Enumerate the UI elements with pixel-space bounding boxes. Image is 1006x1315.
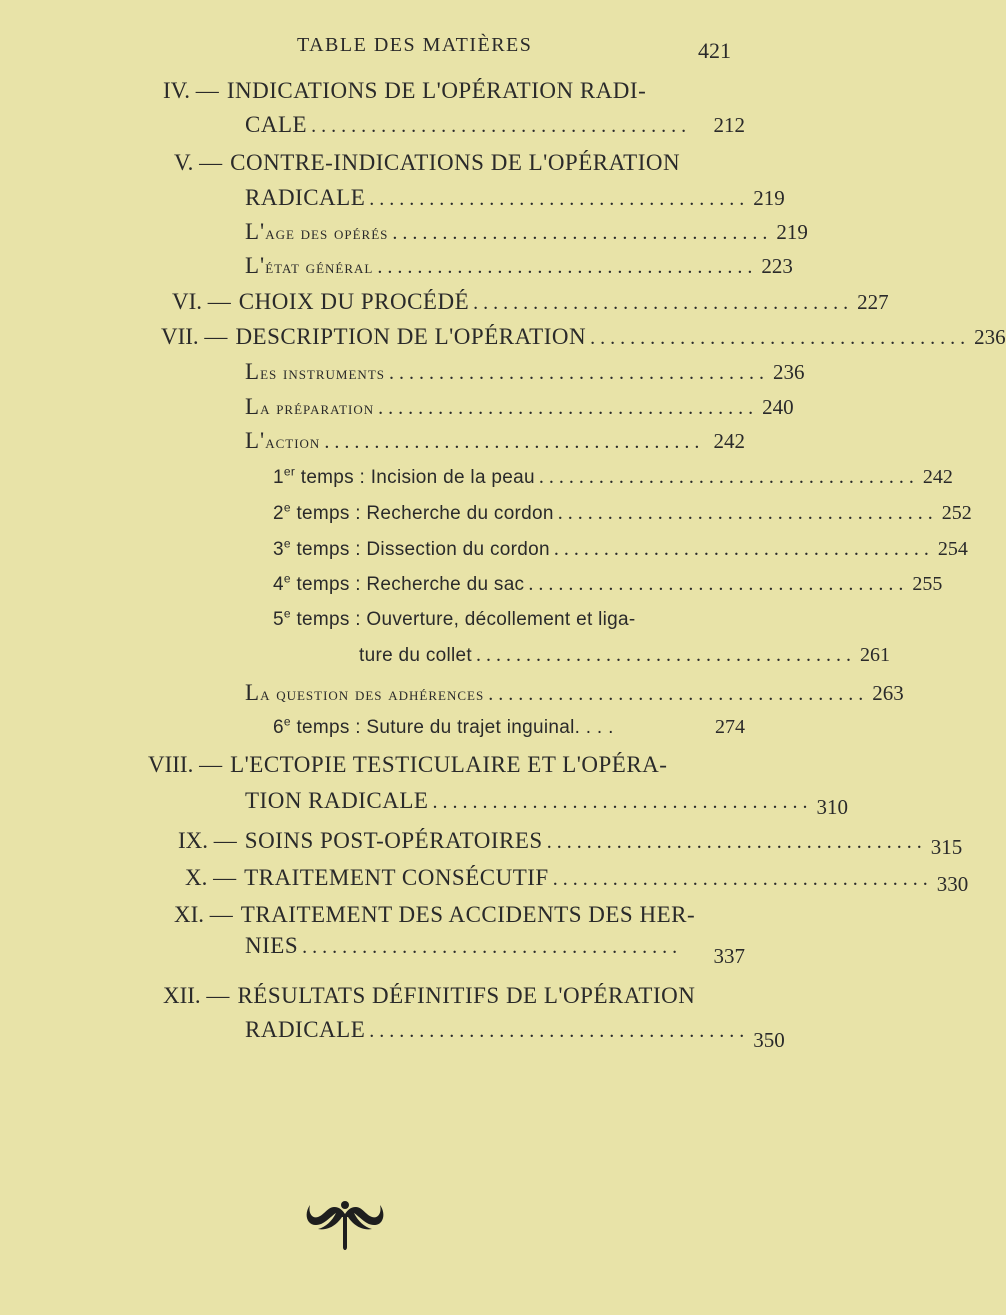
entry-title: INDICATIONS DE L'OPÉRATION RADI- <box>226 78 647 103</box>
entry-xii-line1 <box>163 983 723 1009</box>
entry-page: 274 <box>715 716 745 738</box>
entry-temps-6 <box>273 716 745 739</box>
entry-title: L'ECTOPIE TESTICULAIRE ET L'OPÉRA- <box>230 752 668 777</box>
dot-leader: ...................................... <box>311 115 692 137</box>
dot-leader: ...................................... <box>378 397 759 419</box>
entry-title: Les instruments <box>245 359 385 384</box>
entry-v-line2 <box>245 185 785 211</box>
step-label: temps : Recherche du sac <box>290 574 525 595</box>
dot-leader: ...................................... <box>546 831 927 853</box>
entry-v-line1 <box>174 150 694 176</box>
entry-title <box>273 606 636 631</box>
entry-page: 219 <box>753 186 785 210</box>
entry-temps-5-line1 <box>273 606 745 631</box>
roman-numeral: VII. — <box>161 324 228 349</box>
roman-numeral: VIII. — <box>148 752 223 777</box>
roman-numeral: IV. — <box>163 78 219 103</box>
entry-title-cont: RADICALE <box>245 185 366 210</box>
dot-leader: ...................................... <box>557 502 938 524</box>
entry-title <box>273 500 554 525</box>
entry-title: CONTRE-INDICATIONS DE L'OPÉRATION <box>230 150 681 175</box>
entry-title-cont: TION RADICALE <box>245 788 429 813</box>
entry-title: CHOIX DU PROCÉDÉ <box>238 289 470 314</box>
dot-leader: ...................................... <box>488 683 869 705</box>
step-label: temps : Dissection du cordon <box>290 539 550 560</box>
entry-page: 240 <box>762 395 794 419</box>
entry-temps-3 <box>273 536 968 561</box>
step-ordinal: er <box>283 464 296 479</box>
roman-numeral: VI. — <box>172 289 231 314</box>
dot-leader: ...................................... <box>369 188 750 210</box>
step-ordinal: e <box>283 714 291 729</box>
dot-leader: ...................................... <box>473 292 854 314</box>
entry-xi-line2 <box>245 933 745 968</box>
entry-title-cont: RADICALE <box>245 1017 366 1042</box>
entry-page: 236 <box>974 325 1006 349</box>
entry-action <box>245 428 745 454</box>
entry-title: La préparation <box>245 394 375 419</box>
roman-numeral: IX. — <box>178 828 237 853</box>
entry-title: L'action <box>245 428 321 453</box>
entry-page: 236 <box>773 360 805 384</box>
entry-page: 223 <box>761 254 793 278</box>
entry-page: 263 <box>872 681 904 705</box>
entry-etat <box>245 253 793 279</box>
entry-title-cont: CALE <box>245 112 308 137</box>
dot-leader: ...................................... <box>552 868 933 890</box>
entry-adherences <box>245 680 904 706</box>
entry-title: L'age des opérés <box>245 219 389 244</box>
entry-instruments <box>245 359 805 385</box>
entry-title: RÉSULTATS DÉFINITIFS DE L'OPÉRATION <box>237 983 696 1008</box>
dot-leader: ...................................... <box>476 644 856 666</box>
entry-ix <box>178 828 963 859</box>
step-number: 5 <box>273 609 284 630</box>
dot-leader: ...................................... <box>389 362 769 384</box>
roman-numeral: XI. — <box>174 902 233 927</box>
roman-numeral: V. — <box>174 150 223 175</box>
entry-title: La question des adhérences <box>245 680 485 705</box>
entry-title-cont: NIES <box>245 933 299 958</box>
roman-numeral: X. — <box>185 865 237 890</box>
running-title: TABLE DES MATIÈRES <box>297 34 533 56</box>
page-header <box>0 30 800 63</box>
entry-page: 261 <box>860 644 890 666</box>
step-label: temps : Ouverture, décollement et liga- <box>290 609 636 630</box>
entry-page: 252 <box>941 502 972 524</box>
entry-title: SOINS POST-OPÉRATOIRES <box>244 828 543 853</box>
dot-leader: ...................................... <box>553 538 934 560</box>
dot-leader: ...................................... <box>369 1020 750 1042</box>
entry-vii <box>161 324 1006 350</box>
step-number: 4 <box>273 574 284 595</box>
entry-page: 254 <box>937 538 968 560</box>
entry-page: 242 <box>922 466 953 488</box>
entry-page: 315 <box>930 835 963 859</box>
step-ordinal: e <box>283 606 291 621</box>
step-label: temps : Suture du trajet inguinal. . . . <box>290 717 614 738</box>
entry-x <box>185 865 969 896</box>
page-number: 421 <box>698 38 731 63</box>
entry-page: 337 <box>713 944 745 968</box>
entry-page: 255 <box>912 573 943 595</box>
entry-title: DESCRIPTION DE L'OPÉRATION <box>235 324 587 349</box>
entry-page: 212 <box>713 113 745 137</box>
entry-temps-4 <box>273 571 943 596</box>
entry-xi-line1 <box>174 902 714 928</box>
entry-age <box>245 219 808 245</box>
step-number: 3 <box>273 539 284 560</box>
step-number: 1 <box>273 467 284 488</box>
entry-title: TRAITEMENT CONSÉCUTIF <box>244 865 549 890</box>
entry-title <box>273 464 535 489</box>
entry-viii-line2 <box>245 788 848 819</box>
entry-page: 219 <box>776 220 808 244</box>
entry-title <box>273 571 525 596</box>
entry-preparation <box>245 394 794 420</box>
dot-leader: ...................................... <box>392 222 773 244</box>
entry-xii-line2 <box>245 1017 785 1052</box>
entry-page: 310 <box>816 795 848 819</box>
dot-leader: ...................................... <box>324 431 705 453</box>
entry-title <box>273 536 550 561</box>
dot-leader: ...................................... <box>377 256 758 278</box>
dot-leader: ...................................... <box>590 327 971 349</box>
entry-title: TRAITEMENT DES ACCIDENTS DES HER- <box>240 902 696 927</box>
fleuron-ornament-icon <box>300 1195 390 1255</box>
entry-page: 242 <box>713 429 745 453</box>
step-ordinal: e <box>283 536 291 551</box>
step-ordinal: e <box>283 500 291 515</box>
dot-leader: ...................................... <box>302 936 683 958</box>
entry-vi <box>172 289 889 315</box>
entry-page: 227 <box>857 290 889 314</box>
entry-title <box>273 714 614 739</box>
step-label: temps : Recherche du cordon <box>290 503 554 524</box>
step-label: temps : Incision de la peau <box>295 467 535 488</box>
entry-title: L'état général <box>245 253 374 278</box>
entry-temps-5-line2 <box>359 644 890 667</box>
entry-temps-1 <box>273 464 953 489</box>
entry-temps-2 <box>273 500 972 525</box>
step-ordinal: e <box>283 571 291 586</box>
dot-leader: ...................................... <box>528 573 909 595</box>
entry-iv-line2 <box>245 112 745 138</box>
step-number: 2 <box>273 503 284 524</box>
entry-page: 350 <box>753 1028 785 1052</box>
entry-title-cont: ture du collet <box>359 645 472 666</box>
dot-leader: ...................................... <box>538 466 919 488</box>
dot-leader: ...................................... <box>432 791 813 813</box>
entry-viii-line1 <box>148 752 708 778</box>
entry-page: 330 <box>936 872 969 896</box>
entry-iv-line1 <box>163 78 663 104</box>
step-number: 6 <box>273 717 284 738</box>
roman-numeral: XII. — <box>163 983 230 1008</box>
